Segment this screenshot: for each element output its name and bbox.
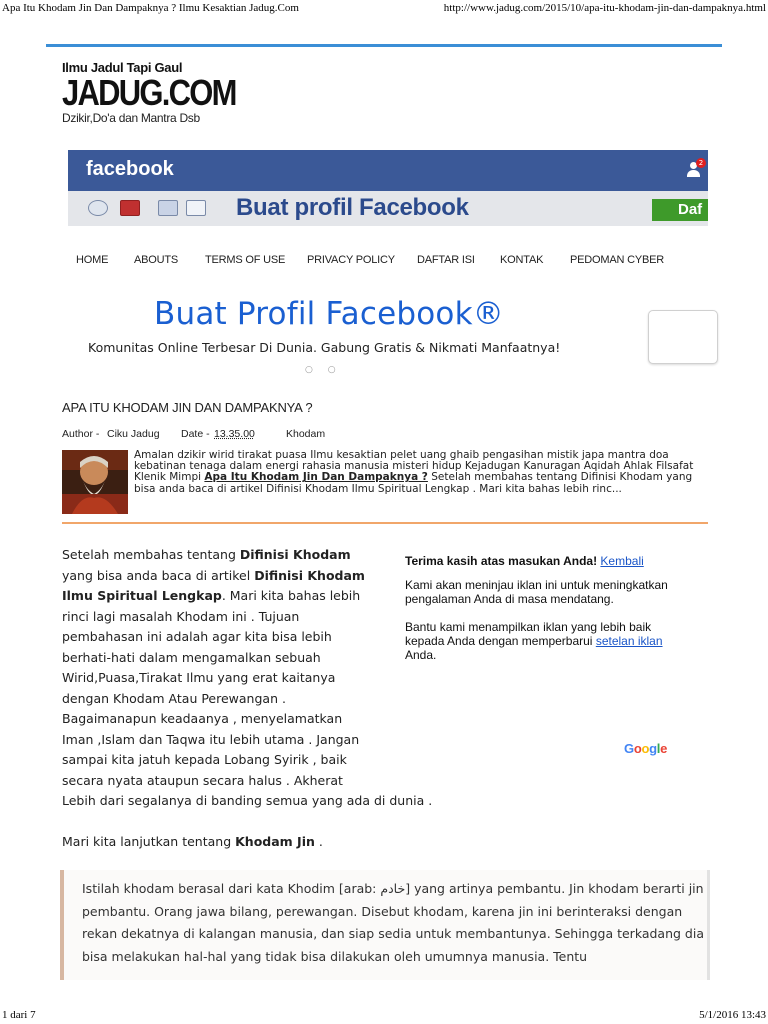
fb-banner-strip — [68, 191, 708, 226]
nav-item-abouts[interactable]: ABOUTS — [134, 254, 179, 266]
nav-item-kontak[interactable]: KONTAK — [500, 254, 544, 266]
date-label: Date - — [181, 428, 210, 440]
print-header — [0, 0, 768, 18]
fb-banner-cta: Buat profil Facebook — [236, 194, 469, 221]
poke-icon — [88, 200, 108, 216]
article-line: sampai kita jatuh kepada Lobang Syirik , baik — [62, 752, 347, 767]
ad-feedback-thanks: Terima kasih atas masukan Anda! — [405, 554, 598, 568]
article-text: . Mari kita bahas lebih — [221, 588, 361, 603]
article-line: dengan Khodam Atau Perewangan . — [62, 690, 286, 706]
article-text: yang bisa anda baca di artikel — [62, 567, 255, 583]
article-bold-term: Ilmu Spiritual Lengkap — [62, 588, 222, 603]
excerpt-title-link[interactable]: Apa Itu Khodam Jin Dan Dampaknya ? — [204, 471, 428, 484]
facebook-banner-ad[interactable] — [68, 150, 708, 226]
ad-feedback-back-link[interactable]: Kembali — [600, 554, 644, 568]
ad-feedback-review-text: Kami akan meninjau iklan ini untuk meningkatkan pengalaman Anda di masa mendatang. — [405, 578, 668, 606]
nav-item-home[interactable]: HOME — [76, 254, 109, 266]
profile-card-icon — [158, 200, 178, 216]
article-bold-term: Difinisi Khodam — [254, 567, 365, 583]
promo-ad-subtitle: Komunitas Online Terbesar Di Dunia. Gabung Gratis & Nikmati Manfaatnya! — [88, 340, 561, 355]
section-divider — [62, 522, 708, 524]
post-time[interactable]: 13.35.00 — [214, 428, 255, 440]
ad-feedback-help-text — [405, 620, 687, 662]
article-line: Bagaimanapun keadaanya , menyelamatkan — [62, 711, 343, 726]
article-bold-term: Difinisi Khodam — [239, 547, 351, 562]
post-category[interactable]: Khodam — [286, 428, 326, 440]
print-page-title: Apa Itu Khodam Jin Dan Dampaknya ? Ilmu Kesaktian Jadug.Com — [2, 2, 299, 14]
article-line: Iman ,Islam dan Taqwa itu lebih utama . Jangan — [62, 731, 360, 747]
ad-feedback-thanks-line — [405, 554, 687, 568]
article-paragraph-1 — [62, 545, 437, 812]
nav-item-terms[interactable]: TERMS OF USE — [205, 254, 286, 266]
excerpt-text-start: Amalan dzikir wirid tirakat puasa Ilmu kesaktian pelet uang ghaib pengasihan mistik japa mantra doa kebatinan tenaga dalam energi rahasia manusia misteri hidup Kejadugan Kanuragan Aqidah Ahlak Filsafat Klenik Mimpi — [134, 449, 694, 484]
article-line: pembahasan ini adalah agar kita bisa lebih — [62, 629, 332, 644]
site-subtitle: Dzikir,Do'a dan Mantra Dsb — [62, 111, 200, 125]
print-page-url: http://www.jadug.com/2015/10/apa-itu-khodam-jin-dan-dampaknya.html — [443, 2, 766, 14]
post-title: APA ITU KHODAM JIN DAN DAMPAKNYA ? — [62, 400, 313, 415]
author-label: Author - — [62, 428, 100, 440]
promo-ad-title[interactable]: Buat Profil Facebook® — [154, 296, 504, 332]
author-name[interactable]: Ciku Jadug — [107, 428, 160, 440]
article-text: . — [314, 833, 323, 849]
friend-requests-icon — [686, 159, 704, 178]
google-logo: Google — [624, 741, 668, 756]
article-line: Lebih dari segalanya di banding semua yang ada di dunia . — [62, 793, 433, 808]
excerpt-text-end: Setelah membahas tentang Difinisi Khodam yang bisa anda baca di artikel Difinisi Khodam Ilmu Spiritual Lengkap . Mari kita bahas lebih rinc... — [134, 471, 693, 495]
facebook-wordmark: facebook — [86, 158, 174, 180]
print-page-number: 1 dari 7 — [2, 1009, 36, 1021]
site-logo[interactable] — [62, 60, 236, 125]
site-tagline: Ilmu Jadul Tapi Gaul — [62, 60, 183, 75]
chat-icon — [186, 200, 206, 216]
site-name: JADUG.COM — [62, 72, 236, 113]
article-bold-term: Khodam Jin — [235, 833, 315, 849]
ad-feedback-help-end: Anda. — [405, 648, 437, 662]
ad-feedback-panel — [405, 554, 687, 676]
article-text: Mari kita lanjutkan tentang — [62, 833, 236, 849]
post-excerpt — [134, 450, 694, 495]
fb-signup-button[interactable]: Daf — [652, 199, 708, 221]
ad-settings-link[interactable]: setelan iklan — [595, 634, 663, 648]
print-footer — [0, 1006, 768, 1024]
carousel-dots[interactable]: ○ ○ — [305, 365, 342, 375]
print-datetime: 5/1/2016 13:43 — [699, 1009, 766, 1021]
gift-icon — [120, 200, 140, 216]
notification-badge: 2 — [696, 158, 706, 168]
article-line: rinci lagi masalah Khodam ini . Tujuan — [62, 608, 300, 624]
article-body — [62, 545, 437, 852]
promo-ad-button[interactable] — [648, 310, 718, 364]
article-line: berhati-hati dalam mengamalkan sebuah — [62, 649, 321, 665]
blockquote-text: Istilah khodam berasal dari kata Khodim [arab: خادم] yang artinya pembantu. Jin khodam berarti jin pembantu. Orang jawa bilang, perewangan. Disebut khodam, karena jin ini berinteraksi dengan rekan dekatnya di kalangan manusia, dan siap sedia untuk membantunya. Sehingga terkadang dia bisa melakukan hal-hal yang tidak bisa dilakukan oleh umumnya manusia. Tentu — [82, 881, 704, 964]
article-line: secara nyata ataupun secara halus . Akherat — [62, 772, 343, 788]
nav-item-privacy[interactable]: PRIVACY POLICY — [307, 254, 395, 266]
article-text: Setelah membahas tentang — [62, 547, 240, 562]
nav-item-pedoman-cyber[interactable]: PEDOMAN CYBER — [570, 254, 664, 266]
ad-feedback-help-start: Bantu kami menampilkan iklan yang lebih baik kepada Anda dengan memperbarui — [405, 620, 652, 648]
nav-item-daftar-isi[interactable]: DAFTAR ISI — [417, 254, 475, 266]
article-line: Wirid,Puasa,Tirakat Ilmu yang erat kaitanya — [62, 670, 336, 685]
article-paragraph-2 — [62, 832, 434, 853]
post-thumbnail[interactable] — [62, 450, 128, 514]
top-accent-rule — [46, 44, 722, 47]
fb-banner-bar — [68, 150, 708, 191]
article-blockquote — [60, 870, 710, 980]
bearded-man-painting — [62, 450, 128, 514]
